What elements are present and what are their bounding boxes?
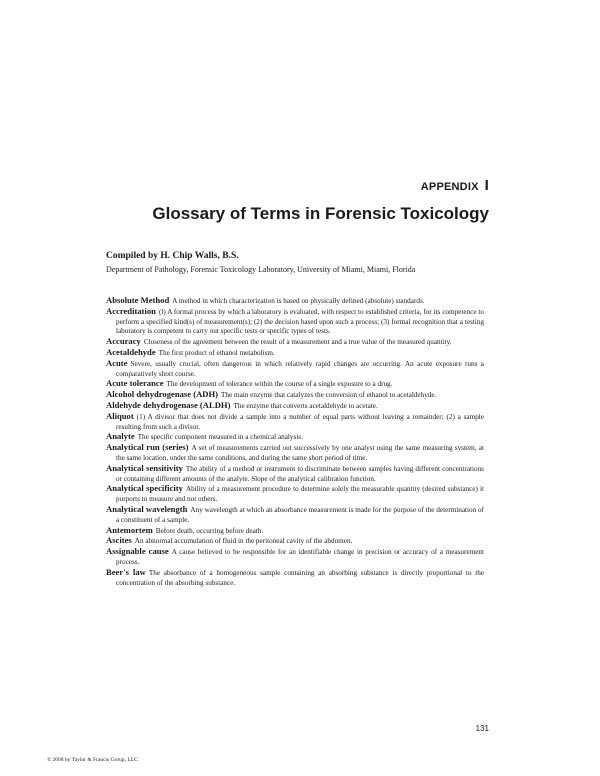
glossary-entry xyxy=(106,359,484,380)
glossary-entry xyxy=(106,337,484,348)
glossary-entry xyxy=(106,412,484,433)
glossary-definition: A set of measurements carried out successively by one analyst using the same measuring system, at the same location, under the same conditions, and during the same short period of time. xyxy=(116,444,484,462)
glossary-definition: The first product of ethanol metabolism. xyxy=(158,348,275,357)
glossary-term: Acetaldehyde xyxy=(106,346,156,357)
glossary-definition: The absorbance of a homogeneous sample containing an absorbing substance is directly proportional to the concentration of the absorbing substance. xyxy=(116,568,484,587)
glossary-term: Beer's law xyxy=(106,566,146,577)
glossary-term: Accuracy xyxy=(106,336,141,347)
glossary-term: Aldehyde dehydrogenase (ALDH) xyxy=(106,399,231,410)
glossary-definition: Ability of a measurement procedure to determine solely the measurable quantity (desired substance) it purports to measure and not others. xyxy=(116,485,484,504)
glossary-entry xyxy=(106,443,484,464)
glossary-entry xyxy=(106,296,484,307)
glossary-term: Aliquot xyxy=(106,410,134,421)
glossary-definition: Severe, usually crucial, often dangerous in which relatively rapid changes are occurring. An acute exposure runs a comparatively short course. xyxy=(116,359,484,378)
glossary-term: Acute tolerance xyxy=(106,378,164,389)
glossary-definition: A cause believed to be responsible for an identifiable change in precision or accuracy of a measurement process. xyxy=(116,548,484,566)
glossary-definition: Closeness of the agreement between the result of a measurement and a true value of the measured quantity. xyxy=(143,338,452,347)
appendix-numeral: I xyxy=(484,177,489,194)
affiliation: Department of Pathology, Forensic Toxicology Laboratory, University of Miami, Miami, Florida xyxy=(106,265,416,274)
appendix-heading xyxy=(421,177,489,194)
glossary-term: Antemortem xyxy=(106,524,153,535)
glossary-entry xyxy=(106,401,484,412)
glossary-term: Analytical run (series) xyxy=(106,442,189,453)
glossary-term: Ascites xyxy=(106,535,132,546)
glossary-definition: The specific component measured in a chemical analysis. xyxy=(137,433,303,442)
glossary-definition: The main enzyme that catalyzes the conversion of ethanol to acetaldehyde. xyxy=(221,391,437,400)
copyright-notice: © 2008 by Taylor & Francis Group, LLC xyxy=(47,757,138,763)
glossary-entry xyxy=(106,526,484,537)
appendix-label: APPENDIX xyxy=(420,181,479,193)
glossary-definition: (l) A formal process by which a laboratory is evaluated, with respect to established criteria, for its competence to perform a specified kind(s) of measurement(s); (2) the decision based upon such a process; (3) formal recognition that a testing laboratory is competent to carry out specific tests or specific types of tests. xyxy=(116,307,484,336)
glossary-definition: A method in which characterization is based on physically defined (absolute) standards. xyxy=(172,297,425,305)
glossary-entry xyxy=(106,505,484,526)
glossary-definition: Any wavelength at which an absorbance measurement is made for the purpose of the determination of a constituent of a sample. xyxy=(116,505,484,524)
glossary-definition: (1) A divisor that does not divide a sample into a number of equal parts without leaving a remainder; (2) a sample resulting from such a divisor. xyxy=(116,412,484,431)
glossary-term: Assignable cause xyxy=(106,546,169,557)
glossary-term: Alcohol dehydrogenase (ADH) xyxy=(106,389,219,400)
glossary-entry xyxy=(106,307,484,337)
glossary-entry xyxy=(106,547,484,568)
glossary-term: Analytical sensitivity xyxy=(106,462,183,473)
glossary-entry xyxy=(106,348,484,359)
glossary-term: Analytical specificity xyxy=(106,483,183,494)
glossary-entry xyxy=(106,568,484,589)
glossary-term: Analyte xyxy=(106,431,135,442)
glossary-definition: The enzyme that converts acetaldehyde to acetate. xyxy=(233,401,378,410)
glossary-entry xyxy=(106,464,484,485)
page-number: 131 xyxy=(475,724,489,733)
glossary-entry xyxy=(106,484,484,505)
glossary-definition: The development of tolerance within the course of a single exposure to a drug. xyxy=(166,380,393,389)
glossary-list xyxy=(106,296,484,588)
glossary-term: Absolute Method xyxy=(106,295,170,305)
glossary-term: Accreditation xyxy=(106,305,156,316)
glossary-definition: Before death, occurring before death. xyxy=(155,526,264,535)
compiled-by: Compiled by H. Chip Walls, B.S. xyxy=(106,251,239,261)
glossary-term: Analytical wavelength xyxy=(106,503,188,514)
glossary-definition: The ability of a method or instrument to discriminate between samples having different concentrations or containing different amounts of the analyte. Slope of the analytical calibration function. xyxy=(116,464,484,483)
page-title: Glossary of Terms in Forensic Toxicology xyxy=(152,204,489,223)
glossary-term: Acute xyxy=(106,357,128,368)
glossary-definition: An abnormal accumulation of fluid in the peritoneal cavity of the abdomen. xyxy=(134,537,353,546)
